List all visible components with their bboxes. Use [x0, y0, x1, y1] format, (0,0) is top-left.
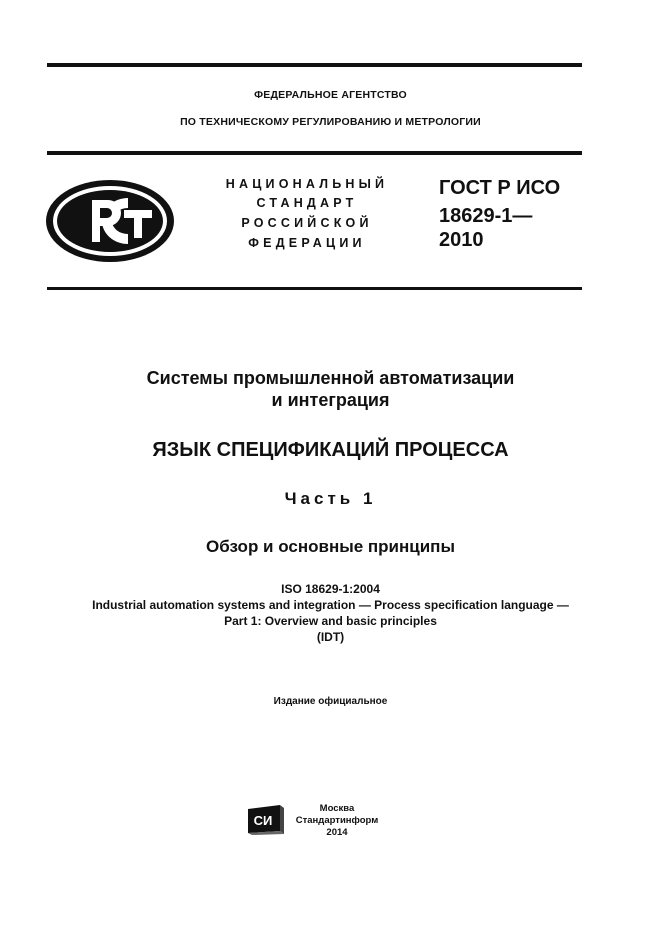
standard-type-line-4: ФЕДЕРАЦИИ: [248, 236, 366, 250]
iso-title-line-2: Part 1: Overview and basic principles: [224, 614, 437, 628]
agency-line-1: ФЕДЕРАЛЬНОЕ АГЕНТСТВО: [254, 89, 407, 101]
standard-type-line-2: СТАНДАРТ: [256, 196, 358, 210]
designation-line-2: 18629-1—: [439, 205, 533, 227]
rst-mark-icon: [44, 178, 176, 264]
block-rule: [47, 287, 582, 290]
iso-number: ISO 18629-1:2004: [281, 582, 380, 596]
title-line-2: и интеграция: [271, 390, 390, 410]
publisher-name: Стандартинформ: [295, 815, 379, 826]
main-title: ЯЗЫК СПЕЦИФИКАЦИЙ ПРОЦЕССА: [152, 439, 509, 461]
standard-designation: [439, 176, 560, 252]
edition-label: Издание официальное: [273, 696, 388, 707]
designation-line-3: 2010: [439, 229, 484, 251]
top-rule: [47, 63, 582, 67]
designation-line-1: ГОСТ Р ИСО: [439, 177, 561, 199]
publisher-info: [292, 803, 382, 839]
header-rule: [47, 151, 582, 155]
title-line-1: Системы промышленной автоматизации: [146, 368, 515, 388]
standard-type-line-1: НАЦИОНАЛЬНЫЙ: [225, 177, 389, 191]
publisher-city: Москва: [319, 803, 355, 814]
iso-idt: (IDT): [316, 630, 345, 644]
subtitle: Обзор и основные принципы: [206, 537, 455, 556]
agency-line-2: ПО ТЕХНИЧЕСКОМУ РЕГУЛИРОВАНИЮ И МЕТРОЛОГИИ: [180, 116, 481, 128]
iso-title-line-1: Industrial automation systems and integration — Process specification language —: [92, 598, 569, 612]
standard-type-line-3: РОССИЙСКОЙ: [241, 216, 373, 230]
publisher-year: 2014: [326, 827, 348, 838]
part-number: Часть 1: [284, 489, 377, 508]
svg-text:СИ: СИ: [253, 813, 273, 828]
si-publisher-icon: [246, 803, 286, 835]
